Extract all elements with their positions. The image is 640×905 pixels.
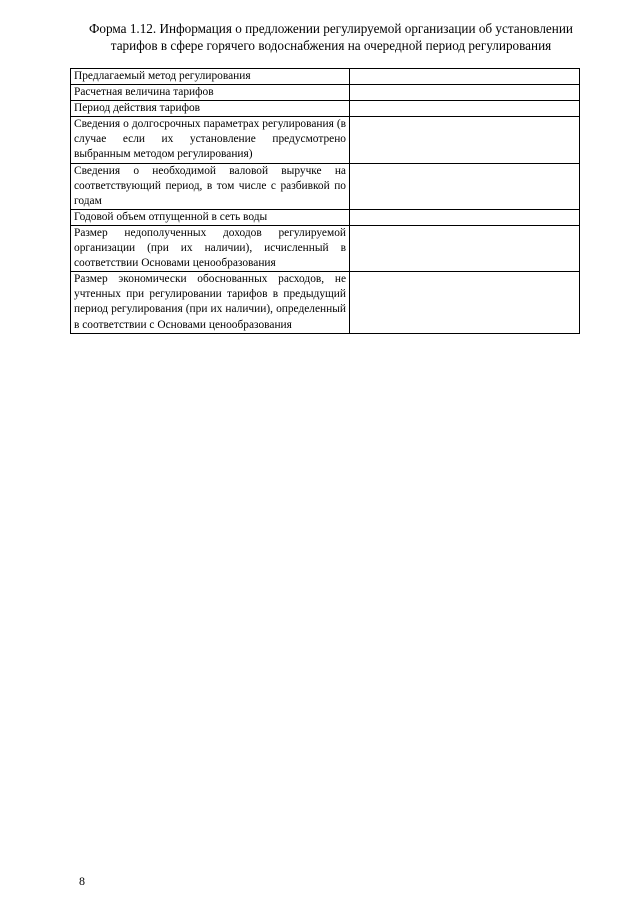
tariff-proposal-table bbox=[70, 68, 580, 334]
table-row bbox=[71, 163, 580, 209]
table-row bbox=[71, 101, 580, 117]
row-value bbox=[350, 117, 580, 163]
row-label: Размер недополученных доходов регулируемой организации (при их наличии), исчисленный в соответствии Основами ценообразования bbox=[71, 225, 350, 271]
table-row bbox=[71, 225, 580, 271]
row-value bbox=[350, 225, 580, 271]
row-label: Годовой объем отпущенной в сеть воды bbox=[71, 209, 350, 225]
table-row bbox=[71, 272, 580, 333]
row-label: Сведения о долгосрочных параметрах регулирования (в случае если их установление предусмотрено выбранным методом регулирования) bbox=[71, 117, 350, 163]
table-row bbox=[71, 69, 580, 85]
row-label: Период действия тарифов bbox=[71, 101, 350, 117]
row-value bbox=[350, 69, 580, 85]
form-title-line-1: Форма 1.12. Информация о предложении регулируемой организации об установлении bbox=[89, 21, 573, 36]
table-row bbox=[71, 209, 580, 225]
table-row bbox=[71, 85, 580, 101]
page-number: 8 bbox=[79, 874, 85, 888]
row-value bbox=[350, 272, 580, 333]
row-label: Предлагаемый метод регулирования bbox=[71, 69, 350, 85]
table-row bbox=[71, 117, 580, 163]
row-value bbox=[350, 209, 580, 225]
row-label: Размер экономически обоснованных расходов, не учтенных при регулировании тарифов в предыдущий период регулирования (при их наличии), определенный в соответствии с Основами ценообразования bbox=[71, 272, 350, 333]
form-title-line-2: тарифов в сфере горячего водоснабжения на очередной период регулирования bbox=[110, 38, 552, 53]
form-title bbox=[70, 20, 592, 54]
row-label: Сведения о необходимой валовой выручке на соответствующий период, в том числе с разбивкой по годам bbox=[71, 163, 350, 209]
row-value bbox=[350, 163, 580, 209]
row-value bbox=[350, 85, 580, 101]
row-label: Расчетная величина тарифов bbox=[71, 85, 350, 101]
row-value bbox=[350, 101, 580, 117]
